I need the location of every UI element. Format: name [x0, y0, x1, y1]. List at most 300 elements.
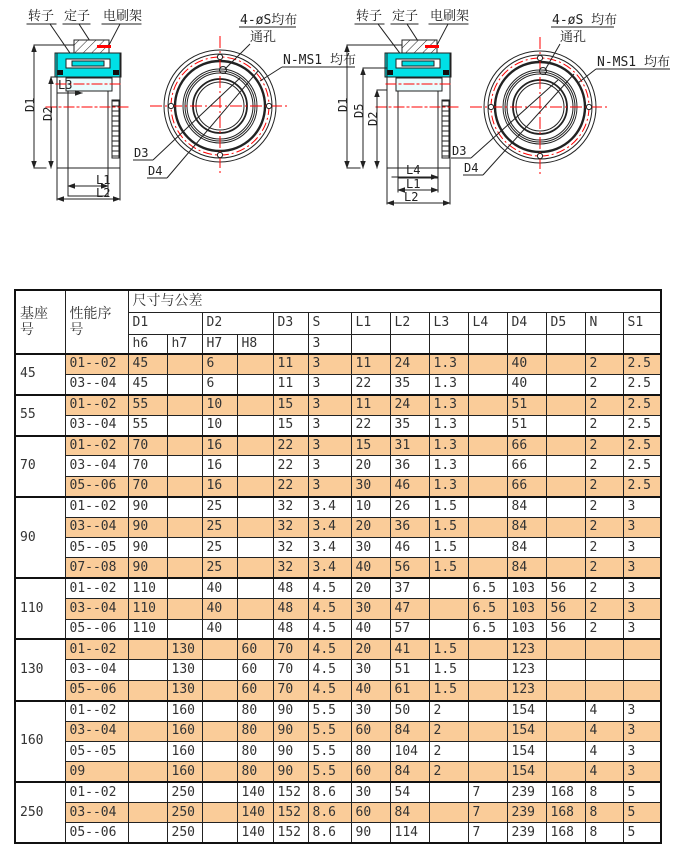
- dim-value-cell: 1.3: [429, 436, 468, 456]
- dim-value-cell: 80: [351, 741, 390, 761]
- dim-value-cell: [237, 599, 273, 619]
- dim-value-cell: 2.5: [623, 456, 661, 476]
- header-blank: [351, 334, 390, 354]
- dim-value-cell: 5: [623, 803, 661, 823]
- commutator-strip: [112, 100, 119, 158]
- dim-value-cell: 57: [390, 619, 429, 639]
- bolt-hole: [217, 152, 222, 157]
- perf-seq-cell: 01--02: [65, 436, 128, 456]
- dim-value-cell: 15: [273, 415, 308, 435]
- dim-value-cell: [546, 395, 585, 415]
- dim-value-cell: 22: [273, 456, 308, 476]
- dim-value-cell: 51: [507, 395, 546, 415]
- dim-value-cell: 140: [237, 782, 273, 802]
- base-number-cell: 45: [15, 354, 65, 395]
- dim-value-cell: [128, 782, 167, 802]
- dim-value-cell: [237, 538, 273, 558]
- dim-value-cell: 2: [585, 517, 623, 537]
- dim-value-cell: 66: [507, 436, 546, 456]
- base-number-cell: 160: [15, 701, 65, 783]
- dim-value-cell: 90: [273, 721, 308, 741]
- dim-value-cell: 2: [585, 619, 623, 639]
- table-row: [15, 721, 661, 741]
- dim-value-cell: 110: [128, 578, 167, 598]
- dim-value-cell: 47: [390, 599, 429, 619]
- dim-value-cell: 60: [237, 639, 273, 659]
- dim-value-cell: [202, 680, 237, 700]
- dim-value-cell: 7: [468, 803, 507, 823]
- dim-value-cell: 84: [507, 497, 546, 517]
- dim-value-cell: 123: [507, 680, 546, 700]
- brush-holder-label: 电刷架: [430, 9, 470, 24]
- dim-value-cell: 60: [237, 680, 273, 700]
- dim-value-cell: 4.5: [308, 639, 351, 659]
- dim-value-cell: [128, 680, 167, 700]
- dim-value-cell: 3: [623, 517, 661, 537]
- table-row: [15, 354, 661, 374]
- dim-l1-label: L1: [406, 177, 421, 191]
- dim-value-cell: 3.4: [308, 497, 351, 517]
- dim-d1-label: D1: [23, 97, 37, 112]
- dim-value-cell: 152: [273, 782, 308, 802]
- dim-value-cell: 3: [308, 415, 351, 435]
- rotor-label: 转子: [356, 9, 383, 24]
- dim-value-cell: 45: [128, 354, 167, 374]
- dim-value-cell: 25: [202, 558, 237, 578]
- dim-value-cell: 31: [390, 436, 429, 456]
- dim-value-cell: 90: [273, 762, 308, 782]
- table-row: [15, 782, 661, 802]
- dim-value-cell: [429, 578, 468, 598]
- dim-value-cell: 3: [308, 395, 351, 415]
- table-row: [15, 497, 661, 517]
- dim-value-cell: [167, 517, 202, 537]
- perf-seq-cell: 05--06: [65, 823, 128, 843]
- dim-value-cell: [237, 497, 273, 517]
- perf-seq-cell: 03--04: [65, 415, 128, 435]
- dim-value-cell: 3.4: [308, 538, 351, 558]
- perf-seq-cell: 01--02: [65, 395, 128, 415]
- dim-value-cell: 90: [128, 558, 167, 578]
- dim-value-cell: 36: [390, 517, 429, 537]
- dim-l3-label: L3: [58, 78, 73, 92]
- dim-value-cell: [468, 456, 507, 476]
- dim-value-cell: 90: [128, 497, 167, 517]
- dim-value-cell: 3: [308, 436, 351, 456]
- dim-value-cell: [237, 517, 273, 537]
- base-number-cell: 90: [15, 497, 65, 579]
- dim-value-cell: 80: [237, 721, 273, 741]
- dim-value-cell: [167, 619, 202, 639]
- dim-value-cell: 2: [585, 497, 623, 517]
- dim-value-cell: 15: [351, 436, 390, 456]
- header-blank: [468, 334, 507, 354]
- dim-value-cell: [429, 823, 468, 843]
- dim-value-cell: 1.5: [429, 639, 468, 659]
- table-row: [15, 599, 661, 619]
- dim-value-cell: [167, 578, 202, 598]
- dim-value-cell: 50: [390, 701, 429, 721]
- dim-value-cell: 6.5: [468, 619, 507, 639]
- dim-value-cell: 8.6: [308, 782, 351, 802]
- dim-value-cell: 84: [507, 538, 546, 558]
- dim-value-cell: 30: [351, 782, 390, 802]
- dim-value-cell: [128, 721, 167, 741]
- dim-value-cell: [128, 803, 167, 823]
- dim-value-cell: [468, 395, 507, 415]
- dim-value-cell: [237, 374, 273, 394]
- dim-value-cell: 4.5: [308, 599, 351, 619]
- dim-value-cell: 25: [202, 497, 237, 517]
- header-blank: [585, 334, 623, 354]
- dim-value-cell: [468, 476, 507, 496]
- dim-value-cell: 32: [273, 517, 308, 537]
- dim-value-cell: [237, 558, 273, 578]
- dim-value-cell: [167, 476, 202, 496]
- dim-value-cell: [623, 680, 661, 700]
- table-row: [15, 660, 661, 680]
- dim-value-cell: 84: [390, 721, 429, 741]
- dim-value-cell: 1.3: [429, 395, 468, 415]
- dim-value-cell: 110: [128, 619, 167, 639]
- dim-value-cell: 2: [585, 599, 623, 619]
- dim-value-cell: [546, 639, 585, 659]
- perf-seq-cell: 01--02: [65, 354, 128, 374]
- dim-value-cell: [546, 680, 585, 700]
- brush-holder-label: 电刷架: [103, 9, 143, 24]
- dim-value-cell: [468, 701, 507, 721]
- dim-value-cell: 154: [507, 762, 546, 782]
- dim-value-cell: [202, 823, 237, 843]
- dim-value-cell: [468, 721, 507, 741]
- dim-value-cell: 130: [167, 639, 202, 659]
- dim-value-cell: 66: [507, 456, 546, 476]
- dim-value-cell: 80: [237, 762, 273, 782]
- dim-d4-label: D4: [464, 161, 479, 175]
- dim-value-cell: [429, 803, 468, 823]
- dim-value-cell: 4.5: [308, 680, 351, 700]
- dim-value-cell: 4.5: [308, 578, 351, 598]
- table-row: [15, 803, 661, 823]
- dim-value-cell: 45: [128, 374, 167, 394]
- dim-value-cell: 10: [202, 395, 237, 415]
- dim-value-cell: [468, 660, 507, 680]
- dim-value-cell: 46: [390, 476, 429, 496]
- dim-value-cell: 2: [585, 354, 623, 374]
- dim-value-cell: 4.5: [308, 660, 351, 680]
- brush-mark: [97, 45, 111, 48]
- dim-d1-label: D1: [336, 97, 350, 112]
- dim-value-cell: 168: [546, 803, 585, 823]
- dim-value-cell: 123: [507, 639, 546, 659]
- dim-value-cell: [585, 639, 623, 659]
- dim-value-cell: [128, 639, 167, 659]
- dim-value-cell: 3: [308, 476, 351, 496]
- through-hole-label: 通孔: [560, 30, 587, 45]
- dim-value-cell: 30: [351, 476, 390, 496]
- dim-value-cell: [585, 680, 623, 700]
- dim-value-cell: [202, 660, 237, 680]
- dim-l2-label: L2: [404, 190, 419, 204]
- header-blank: [273, 334, 308, 354]
- dim-value-cell: 160: [167, 741, 202, 761]
- dim-value-cell: 8.6: [308, 823, 351, 843]
- dim-value-cell: 70: [128, 456, 167, 476]
- dim-value-cell: 3: [623, 701, 661, 721]
- dim-value-cell: 24: [390, 354, 429, 374]
- dim-value-cell: 4.5: [308, 619, 351, 639]
- dim-value-cell: 239: [507, 823, 546, 843]
- header-l3: L3: [429, 312, 468, 334]
- dim-value-cell: [202, 701, 237, 721]
- dim-value-cell: 40: [351, 619, 390, 639]
- dim-value-cell: 2.5: [623, 476, 661, 496]
- base-number-cell: 110: [15, 578, 65, 639]
- dim-value-cell: 114: [390, 823, 429, 843]
- dim-value-cell: 70: [273, 660, 308, 680]
- dim-value-cell: 46: [390, 538, 429, 558]
- dim-value-cell: 3: [623, 558, 661, 578]
- dim-value-cell: 66: [507, 476, 546, 496]
- dim-value-cell: 2: [429, 701, 468, 721]
- dim-value-cell: [546, 436, 585, 456]
- dim-value-cell: 90: [273, 701, 308, 721]
- dim-value-cell: 48: [273, 578, 308, 598]
- header-l1: L1: [351, 312, 390, 334]
- dim-value-cell: 8: [585, 803, 623, 823]
- base-number-cell: 70: [15, 436, 65, 497]
- dim-value-cell: [128, 660, 167, 680]
- dim-value-cell: 40: [351, 558, 390, 578]
- nms1-label: N-MS1 均布: [283, 53, 356, 68]
- perf-seq-cell: 01--02: [65, 782, 128, 802]
- dim-value-cell: 3: [623, 599, 661, 619]
- perf-seq-cell: 03--04: [65, 517, 128, 537]
- dim-value-cell: [237, 619, 273, 639]
- stator-label: 定子: [64, 9, 91, 24]
- side-view-2: [336, 8, 469, 204]
- dim-value-cell: 1.5: [429, 660, 468, 680]
- dim-value-cell: 70: [273, 680, 308, 700]
- engineering-drawings: [0, 0, 675, 280]
- dim-value-cell: 4: [585, 701, 623, 721]
- front-view-1: [133, 13, 356, 178]
- header-h7: h7: [167, 334, 202, 354]
- header-blank: [390, 334, 429, 354]
- dim-value-cell: 168: [546, 782, 585, 802]
- dim-value-cell: 154: [507, 721, 546, 741]
- dim-value-cell: [237, 395, 273, 415]
- base-number-cell: 130: [15, 639, 65, 700]
- table-row: [15, 762, 661, 782]
- header-l2: L2: [390, 312, 429, 334]
- dim-value-cell: [468, 436, 507, 456]
- dim-value-cell: [468, 374, 507, 394]
- dim-value-cell: 6: [202, 374, 237, 394]
- dim-d2-label: D2: [41, 106, 55, 121]
- front-view-2: [451, 13, 670, 177]
- dim-value-cell: 154: [507, 741, 546, 761]
- dim-value-cell: 56: [546, 599, 585, 619]
- dim-d3-label: D3: [452, 144, 467, 158]
- nms1-label: N-MS1 均布: [597, 55, 670, 70]
- dim-value-cell: 3: [623, 619, 661, 639]
- dim-value-cell: 250: [167, 823, 202, 843]
- dim-value-cell: [167, 456, 202, 476]
- table-row: [15, 639, 661, 659]
- dim-value-cell: 1.5: [429, 497, 468, 517]
- dim-value-cell: 84: [390, 803, 429, 823]
- dim-value-cell: 90: [351, 823, 390, 843]
- dim-value-cell: [468, 639, 507, 659]
- header-blank: [546, 334, 585, 354]
- dim-value-cell: 20: [351, 639, 390, 659]
- dim-value-cell: 84: [507, 558, 546, 578]
- dim-d4-label: D4: [148, 164, 163, 178]
- dim-value-cell: 1.3: [429, 476, 468, 496]
- dim-value-cell: 2: [585, 436, 623, 456]
- dim-value-cell: 3: [308, 456, 351, 476]
- header-dimensions-tolerances: 尺寸与公差: [128, 290, 661, 312]
- dim-value-cell: 40: [202, 599, 237, 619]
- holes-label: 4-øS 均布: [552, 13, 618, 28]
- dim-value-cell: 26: [390, 497, 429, 517]
- dim-value-cell: 2.5: [623, 354, 661, 374]
- dim-value-cell: [546, 660, 585, 680]
- dim-value-cell: 140: [237, 803, 273, 823]
- dim-value-cell: 3.4: [308, 517, 351, 537]
- dim-value-cell: [167, 395, 202, 415]
- dim-value-cell: [237, 476, 273, 496]
- dim-value-cell: 55: [128, 415, 167, 435]
- dim-value-cell: [623, 660, 661, 680]
- dim-value-cell: 40: [202, 578, 237, 598]
- bolt-hole: [537, 153, 542, 158]
- dim-value-cell: [429, 619, 468, 639]
- table-row: [15, 558, 661, 578]
- dim-value-cell: [468, 680, 507, 700]
- dim-value-cell: 160: [167, 721, 202, 741]
- header-d1: D1: [128, 312, 202, 334]
- dim-value-cell: [623, 639, 661, 659]
- dim-value-cell: [237, 436, 273, 456]
- dim-value-cell: [468, 497, 507, 517]
- table-row: [15, 374, 661, 394]
- table-row: [15, 741, 661, 761]
- dim-value-cell: 4: [585, 741, 623, 761]
- dim-value-cell: 10: [202, 415, 237, 435]
- dim-value-cell: 56: [390, 558, 429, 578]
- table-row: [15, 395, 661, 415]
- dim-value-cell: 40: [351, 680, 390, 700]
- bolt-hole: [537, 55, 542, 60]
- dim-value-cell: 3.4: [308, 558, 351, 578]
- dim-value-cell: 239: [507, 803, 546, 823]
- dim-value-cell: 1.3: [429, 354, 468, 374]
- dim-value-cell: [468, 762, 507, 782]
- dim-value-cell: [167, 538, 202, 558]
- dim-value-cell: 20: [351, 578, 390, 598]
- dim-value-cell: 30: [351, 538, 390, 558]
- dim-value-cell: 55: [128, 395, 167, 415]
- brush-mark: [425, 45, 439, 48]
- dim-value-cell: 2: [585, 476, 623, 496]
- dim-value-cell: 16: [202, 456, 237, 476]
- dim-value-cell: 80: [237, 741, 273, 761]
- bolt-hole: [168, 103, 173, 108]
- dim-value-cell: 70: [128, 436, 167, 456]
- perf-seq-cell: 03--04: [65, 803, 128, 823]
- dim-value-cell: 30: [351, 660, 390, 680]
- dim-value-cell: 250: [167, 803, 202, 823]
- dim-value-cell: [128, 741, 167, 761]
- dim-value-cell: 16: [202, 476, 237, 496]
- perf-seq-cell: 01--02: [65, 639, 128, 659]
- dim-value-cell: [128, 701, 167, 721]
- bolt-hole: [266, 103, 271, 108]
- table-row: [15, 578, 661, 598]
- dim-value-cell: 60: [237, 660, 273, 680]
- dim-value-cell: 22: [351, 374, 390, 394]
- dim-value-cell: 56: [546, 619, 585, 639]
- dim-value-cell: 2: [585, 415, 623, 435]
- dim-value-cell: 152: [273, 803, 308, 823]
- dim-value-cell: 3: [623, 538, 661, 558]
- dim-value-cell: 10: [351, 497, 390, 517]
- dim-value-cell: 5.5: [308, 741, 351, 761]
- header-blank: [429, 334, 468, 354]
- base-number-cell: 55: [15, 395, 65, 436]
- dim-value-cell: 11: [273, 354, 308, 374]
- holes-label: 4-øS均布: [240, 13, 298, 28]
- dim-value-cell: 239: [507, 782, 546, 802]
- dim-value-cell: 1.3: [429, 415, 468, 435]
- dim-value-cell: 60: [351, 721, 390, 741]
- dim-value-cell: 25: [202, 538, 237, 558]
- dim-value-cell: 5.5: [308, 762, 351, 782]
- perf-seq-cell: 01--02: [65, 497, 128, 517]
- table-row: [15, 415, 661, 435]
- dim-value-cell: 60: [351, 762, 390, 782]
- header-H8: H8: [237, 334, 273, 354]
- dim-value-cell: [546, 721, 585, 741]
- header-h6: h6: [128, 334, 167, 354]
- perf-seq-cell: 03--04: [65, 599, 128, 619]
- table-row: [15, 456, 661, 476]
- dim-value-cell: [546, 762, 585, 782]
- dim-value-cell: 3: [308, 354, 351, 374]
- dim-value-cell: 30: [351, 599, 390, 619]
- dim-value-cell: [237, 354, 273, 374]
- dim-value-cell: 2: [429, 762, 468, 782]
- dim-value-cell: 2.5: [623, 374, 661, 394]
- dim-value-cell: 70: [273, 639, 308, 659]
- dim-l1-label: L1: [96, 173, 111, 187]
- perf-seq-cell: 09: [65, 762, 128, 782]
- dim-value-cell: [167, 558, 202, 578]
- dim-value-cell: [167, 354, 202, 374]
- dim-value-cell: [167, 497, 202, 517]
- dim-value-cell: [202, 762, 237, 782]
- dim-value-cell: 84: [507, 517, 546, 537]
- dim-value-cell: 168: [546, 823, 585, 843]
- dim-l4-label: L4: [406, 163, 421, 177]
- base-number-cell: 250: [15, 782, 65, 843]
- dim-value-cell: [202, 741, 237, 761]
- dim-value-cell: 36: [390, 456, 429, 476]
- dim-value-cell: 104: [390, 741, 429, 761]
- dim-value-cell: [128, 823, 167, 843]
